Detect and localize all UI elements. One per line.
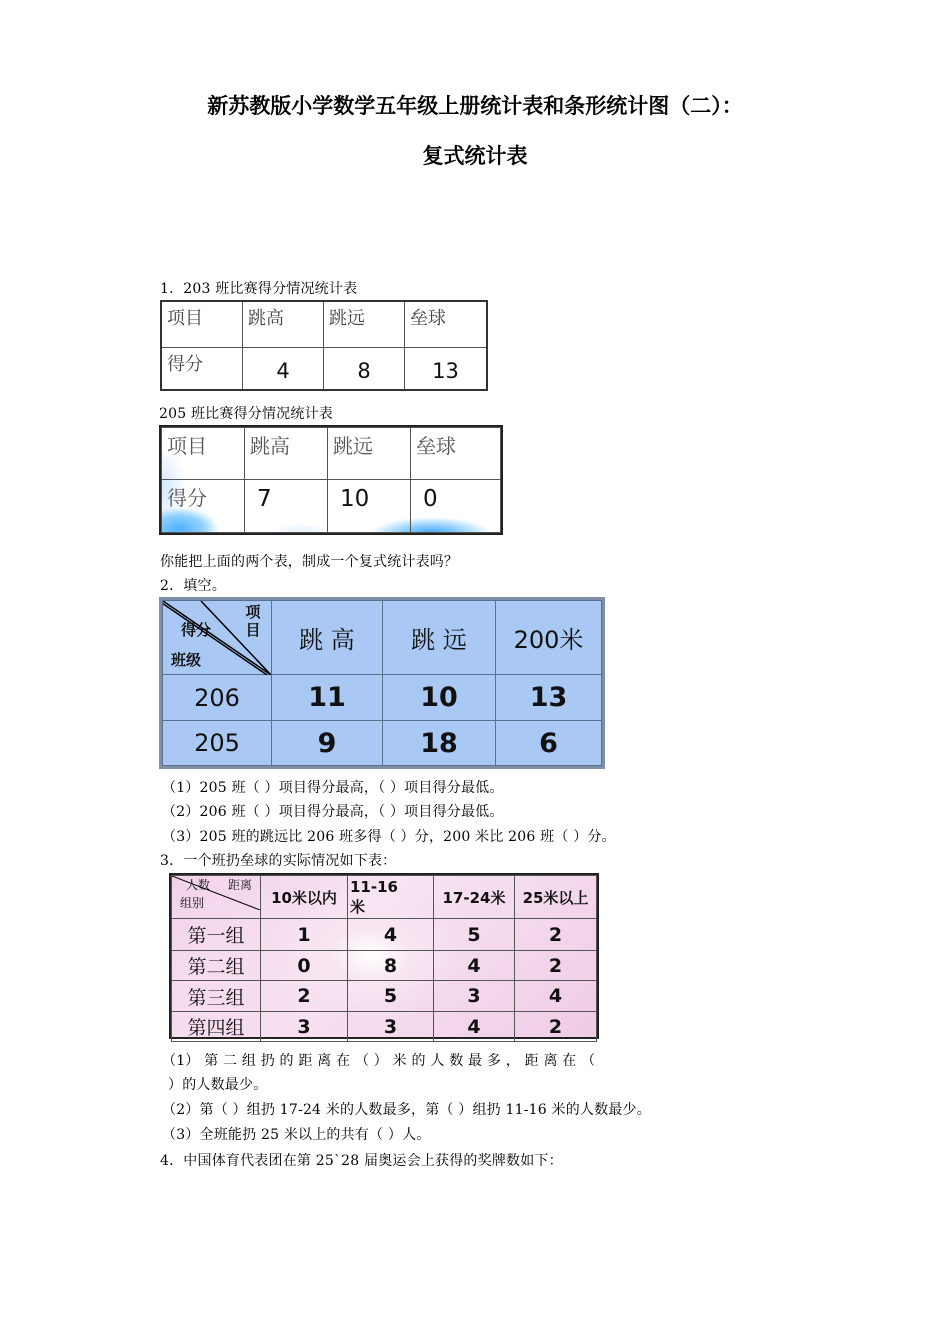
q1-caption-203: 1．203 班比赛得分情况统计表	[160, 281, 358, 297]
value-cell: 7	[245, 480, 328, 533]
header-cell: 垒球	[411, 428, 501, 480]
value-cell: 0	[411, 480, 501, 533]
column-header: 17-24米	[434, 876, 515, 919]
diagonal-header-cell	[172, 876, 261, 919]
q3-heading: 3．一个班扔垒球的实际情况如下表：	[160, 853, 397, 869]
diagonal-header-cell	[163, 601, 272, 675]
header-cell: 跳高	[245, 428, 328, 480]
value-cell: 0	[261, 951, 348, 981]
group-label: 第四组	[172, 1012, 261, 1042]
value-cell: 10	[383, 675, 496, 721]
class-label: 205	[163, 721, 272, 766]
value-cell: 5	[434, 919, 515, 951]
value-cell: 8	[324, 347, 405, 390]
q2-item-3: （3）205 班的跳远比 206 班多得（ ）分，200 米比 206 班（ ）分。	[162, 829, 616, 845]
class-label: 206	[163, 675, 272, 721]
header-cell: 项目	[162, 428, 245, 480]
table-205-scores	[161, 427, 501, 533]
q2-item-2: （2）206 班（ ）项目得分最高，（ ）项目得分最低。	[162, 804, 504, 820]
value-cell: 3	[348, 1012, 434, 1042]
value-cell: 13	[496, 675, 602, 721]
header-cell: 跳远	[324, 301, 405, 347]
value-cell: 9	[272, 721, 383, 766]
value-cell: 4	[434, 951, 515, 981]
q4-heading: 4．中国体育代表团在第 25`28 届奥运会上获得的奖牌数如下：	[160, 1153, 563, 1169]
value-cell: 8	[348, 951, 434, 981]
group-label: 第三组	[172, 981, 261, 1012]
page-subtitle: 复式统计表	[422, 144, 528, 168]
row-label: 得分	[162, 480, 245, 533]
table-class-comparison	[162, 600, 602, 766]
column-header: 10米以内	[261, 876, 348, 919]
corner-label-distance: 距离	[228, 878, 253, 892]
q3-item-2: （2）第（ ）组扔 17-24 米的人数最多，第（ ）组扔 11-16 米的人数最少。	[162, 1102, 651, 1118]
value-cell: 3	[434, 981, 515, 1012]
value-cell: 13	[405, 347, 488, 390]
column-header: 11-16 米	[348, 876, 434, 919]
value-cell: 2	[515, 951, 597, 981]
row-label: 得分	[161, 347, 243, 390]
value-cell: 4	[434, 1012, 515, 1042]
value-cell: 11	[272, 675, 383, 721]
value-cell: 2	[261, 981, 348, 1012]
corner-label-class: 班级	[171, 651, 202, 669]
group-label: 第二组	[172, 951, 261, 981]
q1-prompt: 你能把上面的两个表，制成一个复式统计表吗？	[160, 554, 459, 570]
table-throw-distance	[171, 875, 597, 1042]
value-cell: 18	[383, 721, 496, 766]
page-title: 新苏教版小学数学五年级上册统计表和条形统计图（二）：	[207, 94, 743, 118]
corner-label-score: 得分	[181, 621, 212, 639]
corner-label-group: 组别	[180, 896, 205, 910]
value-cell: 2	[515, 1012, 597, 1042]
corner-label-people: 人数	[186, 878, 211, 892]
column-header: 200米	[496, 601, 602, 675]
q2-item-1: （1）205 班（ ）项目得分最高，（ ）项目得分最低。	[162, 780, 504, 796]
header-cell: 跳远	[328, 428, 411, 480]
q1-caption-205: 205 班比赛得分情况统计表	[159, 406, 333, 422]
value-cell: 4	[515, 981, 597, 1012]
q3-item-1b: ）的人数最少。	[168, 1077, 268, 1093]
value-cell: 1	[261, 919, 348, 951]
corner-label-item: 项 目	[245, 603, 261, 639]
group-label: 第一组	[172, 919, 261, 951]
table-class-comparison-frame	[159, 597, 605, 769]
header-cell: 跳高	[243, 301, 324, 347]
q3-item-1a: （1） 第 二 组 扔 的 距 离 在 （ ） 米 的 人 数 最 多 ， 距 离 在 （	[162, 1053, 596, 1069]
header-cell: 项目	[161, 301, 243, 347]
value-cell: 4	[348, 919, 434, 951]
header-cell: 垒球	[405, 301, 488, 347]
value-cell: 2	[515, 919, 597, 951]
value-cell: 10	[328, 480, 411, 533]
value-cell: 5	[348, 981, 434, 1012]
value-cell: 4	[243, 347, 324, 390]
column-header: 跳 远	[383, 601, 496, 675]
value-cell: 6	[496, 721, 602, 766]
q2-heading: 2．填空。	[160, 578, 226, 594]
column-header: 25米以上	[515, 876, 597, 919]
table-205-scores-frame	[159, 425, 503, 535]
table-throw-distance-frame	[169, 873, 599, 1039]
table-203-scores	[160, 300, 488, 391]
q3-item-3: （3）全班能扔 25 米以上的共有（ ）人。	[162, 1127, 431, 1143]
value-cell: 3	[261, 1012, 348, 1042]
column-header: 跳 高	[272, 601, 383, 675]
